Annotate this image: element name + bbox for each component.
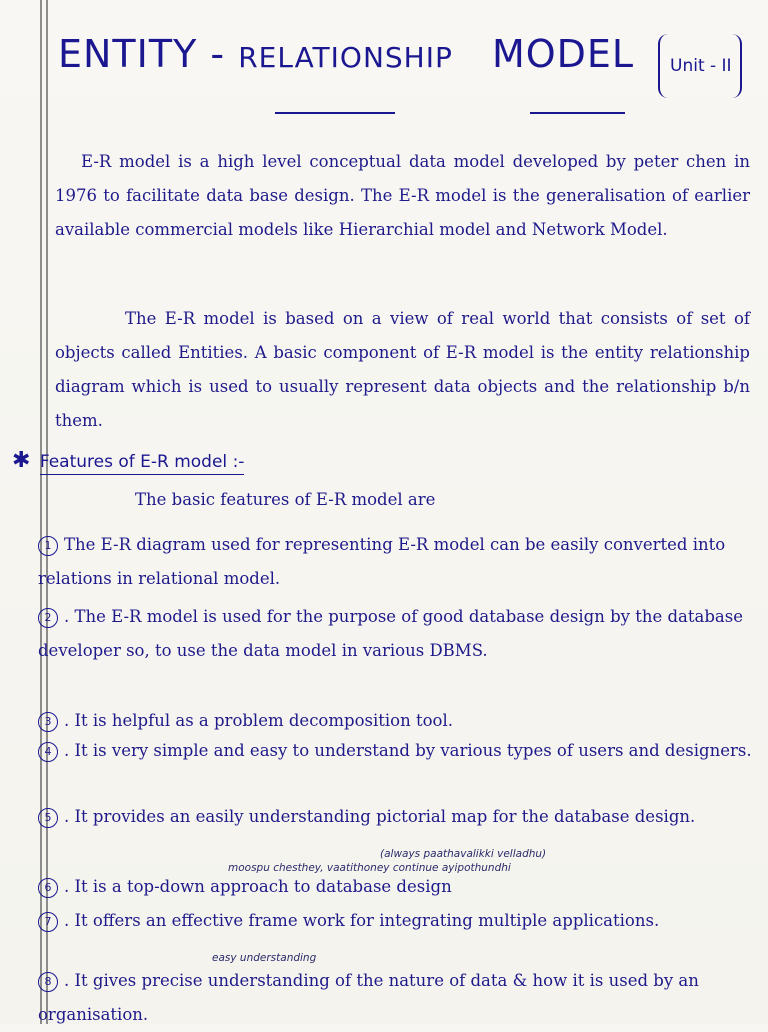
title-model: MODEL: [491, 32, 635, 76]
features-heading-label: Features of E-R model :-: [40, 452, 245, 475]
star-icon: ✱: [12, 448, 31, 473]
intro-paragraph: [55, 145, 750, 247]
number-2-icon: 2: [38, 608, 58, 628]
feature-text-1: The E-R diagram used for representing E-R model can be easily converted into relations in relational model.: [38, 535, 726, 588]
paragraph-2: The E-R model is based on a view of real world that consists of set of objects called Entities. A basic component of E-R model is the entity relationship diagram which is used to usually represent data objects and the relationship b/n them.: [55, 309, 750, 430]
feature-text-7: . It offers an effective frame work for integrating multiple applications.: [64, 911, 660, 930]
margin-note-2: moospu chesthey, vaatithoney continue ayipothundhi: [228, 862, 511, 874]
title-text: [58, 32, 634, 76]
number-5-icon: 5: [38, 808, 58, 828]
title-dash: -: [210, 32, 226, 76]
second-paragraph: [55, 302, 750, 438]
margin-note-3: easy understanding: [212, 952, 317, 964]
number-3-icon: 3: [38, 712, 58, 732]
feature-text-5: . It provides an easily understanding pictorial map for the database design.: [64, 807, 696, 826]
page-title: [58, 28, 758, 98]
feature-text-3: . It is helpful as a problem decomposition tool.: [64, 711, 453, 730]
feature-item-8: [38, 964, 753, 1032]
features-intro: The basic features of E-R model are: [135, 490, 436, 509]
title-underline-2: [530, 112, 625, 114]
feature-text-2: . The E-R model is used for the purpose of good database design by the database developer so, to use the data model in various DBMS.: [38, 607, 743, 660]
title-underline-1: [275, 112, 395, 114]
title-entity: ENTITY: [58, 32, 198, 76]
number-4-icon: 4: [38, 742, 58, 762]
feature-item-4: [38, 734, 753, 768]
number-1-icon: 1: [38, 536, 58, 556]
number-8-icon: 8: [38, 972, 58, 992]
number-6-icon: 6: [38, 878, 58, 898]
feature-item-6: [38, 870, 753, 904]
feature-item-1: [38, 528, 753, 596]
features-heading: [12, 448, 244, 473]
feature-item-7: [38, 904, 753, 938]
unit-badge: Unit - II: [658, 34, 742, 98]
feature-text-6: . It is a top-down approach to database design: [64, 877, 452, 896]
feature-item-3: [38, 704, 753, 738]
title-relationship: RELATIONSHIP: [238, 41, 453, 74]
number-7-icon: 7: [38, 912, 58, 932]
feature-text-8: . It gives precise understanding of the nature of data & how it is used by an organisation.: [38, 971, 699, 1024]
feature-item-5: [38, 800, 753, 834]
feature-text-4: . It is very simple and easy to understand by various types of users and designers.: [64, 741, 752, 760]
feature-item-2: [38, 600, 753, 668]
margin-note-1: (always paathavalikki velladhu): [380, 848, 547, 860]
paragraph-1: E-R model is a high level conceptual data model developed by peter chen in 1976 to facilitate data base design. The E-R model is the generalisation of earlier available commercial models like Hierarchial model and Network Model.: [55, 152, 750, 239]
